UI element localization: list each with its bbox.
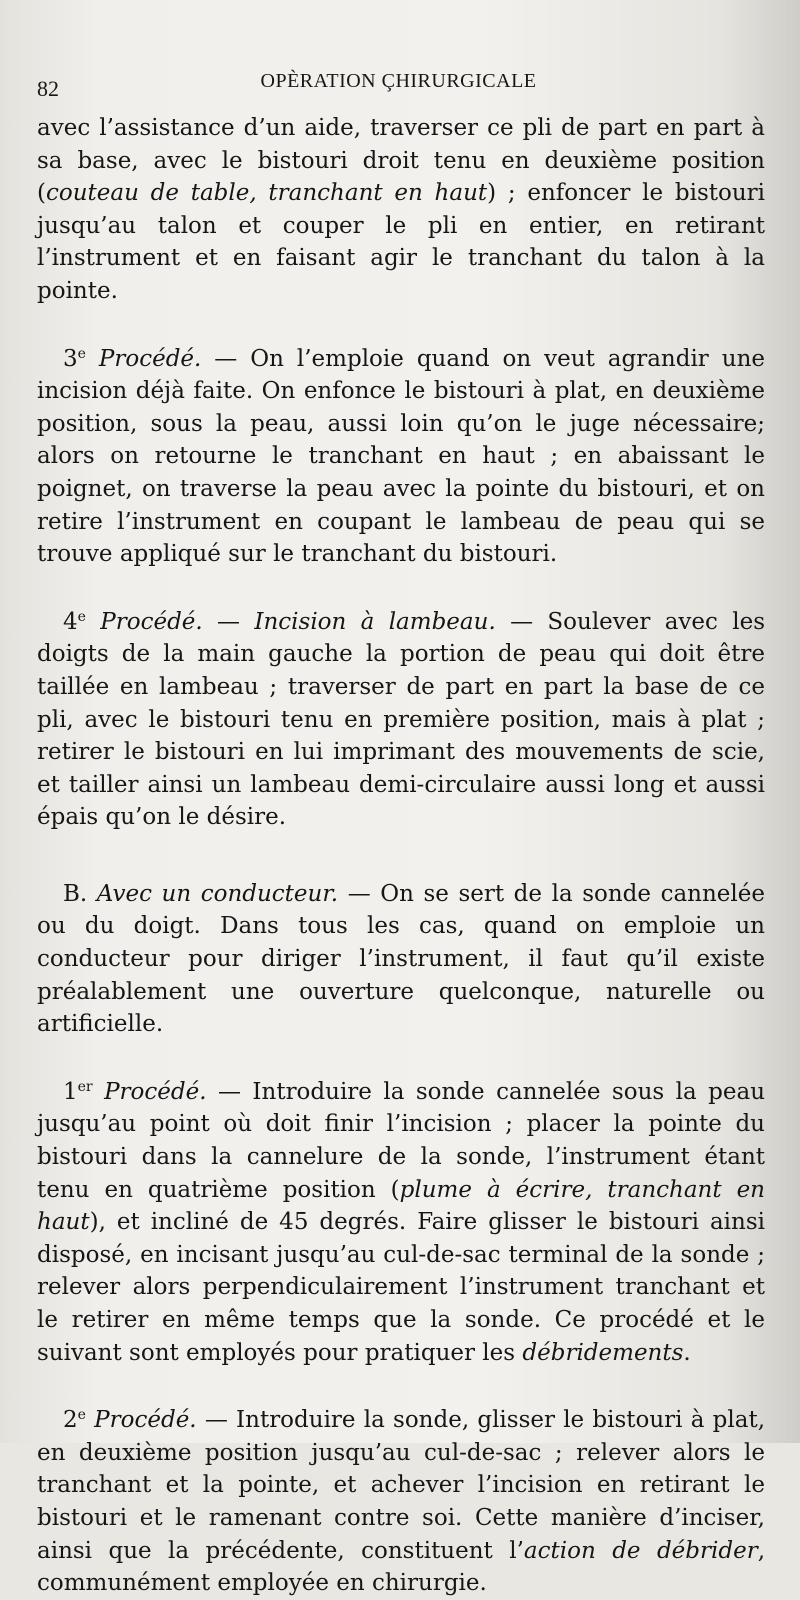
text-run: avec l’assistance d’un aide, traverser ce pli de part en part à sa base, avec le bistouri droit tenu en deuxième position ( — [37, 115, 765, 207]
ordinal-suffix: e — [77, 345, 86, 362]
paragraph-procede-2 — [37, 1399, 765, 1600]
running-title: OPÈRATION ÇHIRURGICALE — [260, 70, 537, 92]
procedure-label: Procédé. — [104, 1078, 207, 1105]
procedure-label: Procédé. — [94, 1407, 197, 1434]
text-run: — Soulever avec les doigts de la main gauche la portion de peau qui doit être taillée en lambeau ; traverser de part en part la base de ce pli, avec le bistouri tenu en première position, mais à plat ; retirer le bistouri en lui imprimant des mouvements de scie, et tailler ainsi un lambeau demi-circulaire aussi long et aussi épais qu’on le désire. — [37, 608, 766, 831]
section-title: Avec un conducteur. — [96, 880, 339, 907]
page-header — [37, 66, 760, 102]
paragraph-continuation — [37, 112, 765, 308]
page-body — [37, 112, 765, 1600]
italic-phrase: action de débrider — [523, 1537, 758, 1564]
text-run: ), et incliné de 45 degrés. Faire glisser le bistouri ainsi disposé, en incisant jusqu’au cul-de-sac terminal de la sonde ; relever alors perpendiculairement l’instrument tranchant et le retirer en même temps que la sonde. Ce procédé et le suivant sont employés pour pratiquer les — [37, 1209, 765, 1366]
procedure-label: Procédé. — [98, 345, 202, 372]
italic-phrase: débridements — [522, 1339, 684, 1366]
ordinal-suffix: e — [77, 1407, 86, 1424]
procedure-number: 2 — [63, 1407, 78, 1434]
procedure-number: 4 — [63, 608, 78, 635]
paragraph-procede-3 — [37, 338, 765, 571]
text-run: — Introduire la sonde cannelée sous la peau jusqu’au point où doit finir l’incision ; placer la pointe du bistouri dans la cannelure de la sonde, l’instrument étant tenu en quatrième position ( — [37, 1078, 766, 1203]
procedure-number: 3 — [63, 345, 78, 372]
paragraph-procede-4 — [37, 601, 765, 834]
procedure-label: Procédé. — [100, 608, 203, 635]
text-run: — Introduire la sonde, glisser le bistouri à plat, en deuxième position jusqu’au cul-de-sac ; relever alors le tranchant et la pointe, et achever l’incision en retirant le bistouri et le ramenant contre soi. Cette manière d’inciser, ainsi que la précédente, constituent l’ — [37, 1407, 766, 1564]
procedure-number: 1 — [63, 1078, 78, 1105]
ordinal-suffix: e — [77, 608, 86, 625]
text-run: , communément employée en chirurgie. — [37, 1537, 766, 1597]
text-run: — On l’emploie quand on veut agrandir une incision déjà faite. On enfonce le bistouri à plat, en deuxième position, sous la peau, aussi loin qu’on le juge nécessaire; alors on retourne le tranchant en haut ; en abaissant le poignet, on traverse la peau avec la pointe du bistouri, et on retire l’instrument en coupant le lambeau de peau qui se trouve appliqué sur le tranchant du bistouri. — [37, 345, 765, 568]
section-letter: B. — [63, 880, 88, 907]
text-run: . — [683, 1339, 691, 1366]
page-number: 82 — [37, 76, 59, 101]
text-run: — On se sert de la sonde cannelée ou du doigt. Dans tous les cas, quand on emploie un conducteur pour diriger l’instrument, il faut qu’il existe préalablement une ouverture quelconque, naturelle ou artificielle. — [37, 880, 765, 1038]
procedure-title: Incision à lambeau. — [254, 608, 496, 635]
text-run: ) ; enfoncer le bistouri jusqu’au talon et couper le pli en entier, en retirant l’instrument et en faisant agir le tranchant du talon à la pointe. — [37, 180, 766, 304]
italic-phrase: couteau de table, tranchant en haut — [45, 180, 488, 207]
text-run: — — [202, 608, 255, 635]
paragraph-procede-1 — [37, 1071, 765, 1369]
italic-phrase: plume à écrire, tranchant en haut — [37, 1176, 765, 1236]
paragraph-section-b — [37, 878, 765, 1041]
ordinal-suffix: er — [77, 1078, 93, 1095]
